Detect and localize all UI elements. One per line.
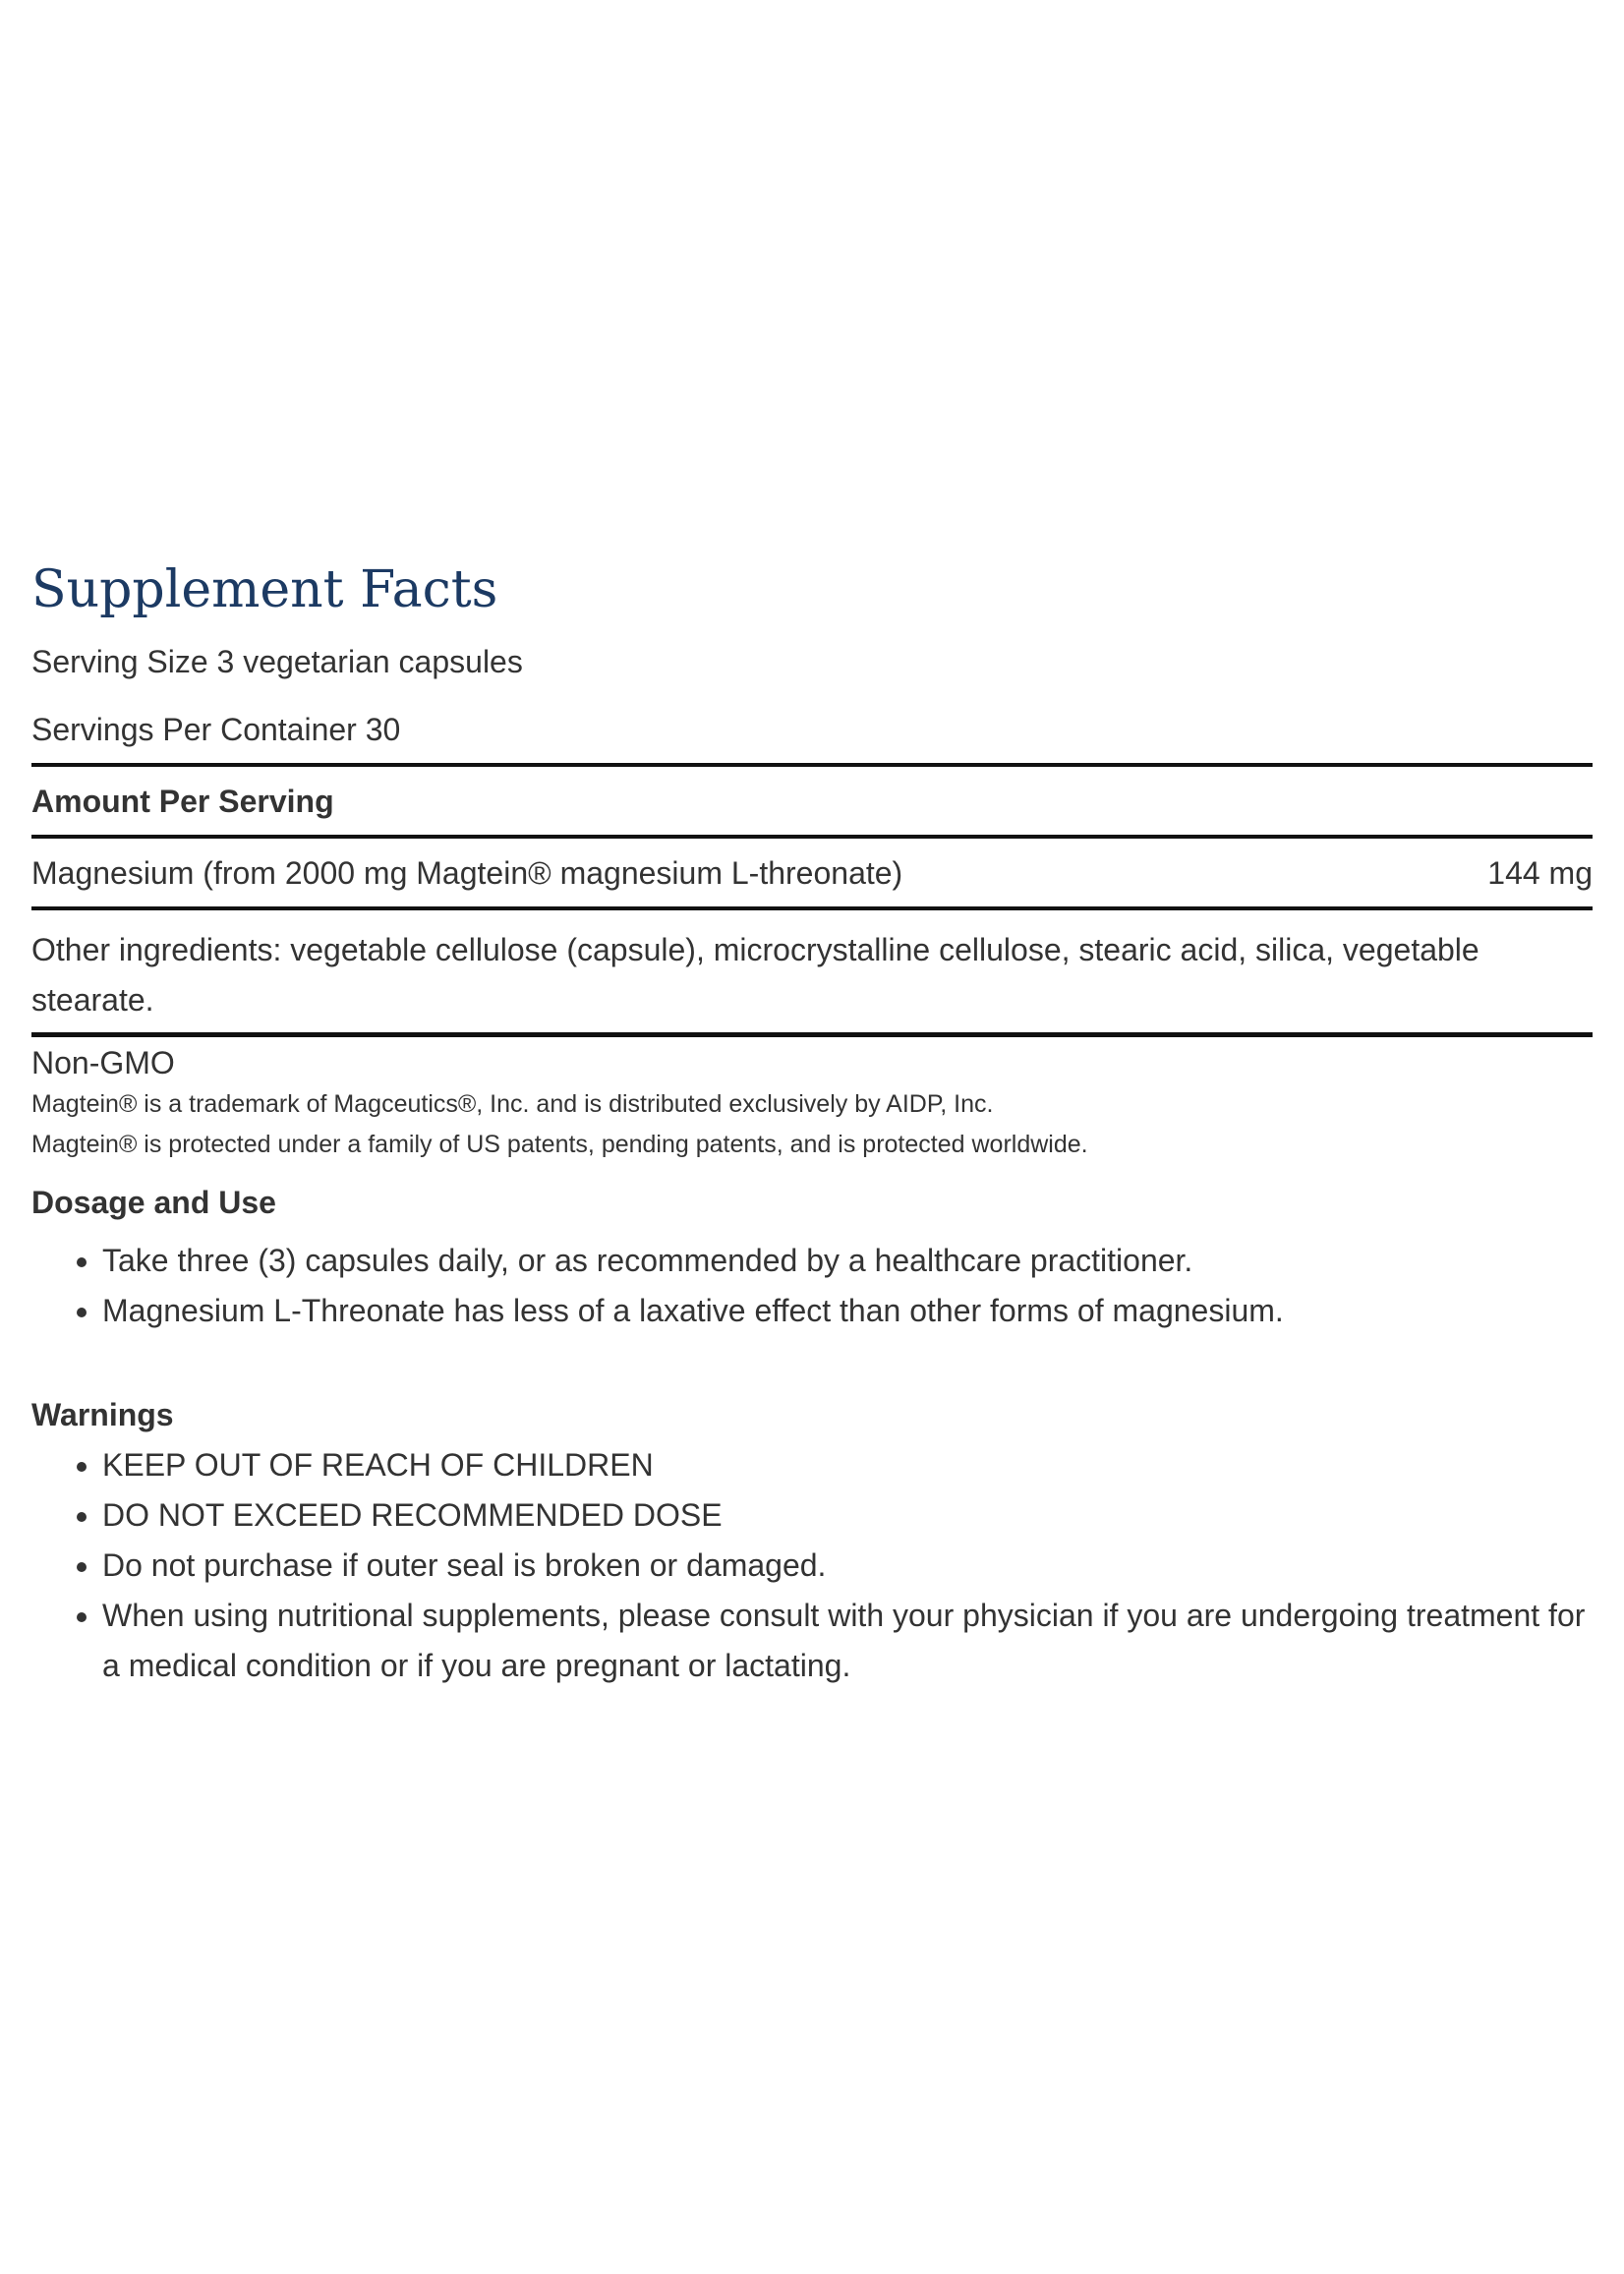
amount-per-serving-label: Amount Per Serving (31, 784, 334, 819)
warnings-list (31, 1440, 1593, 1691)
page-title: Supplement Facts (31, 560, 498, 619)
list-item: • Magnesium L-Threonate has less of a laxative effect than other forms of magnesium. (102, 1286, 1593, 1336)
non-gmo-label: Non-GMO (31, 1045, 175, 1080)
patent-note: Magtein® is protected under a family of US patents, pending patents, and is protected worldwide. (31, 1131, 1088, 1158)
supplement-facts-panel (31, 551, 1593, 1691)
list-item: • DO NOT EXCEED RECOMMENDED DOSE (102, 1490, 1593, 1541)
divider (31, 763, 1593, 767)
servings-per-container: Servings Per Container 30 (31, 712, 401, 747)
divider (31, 835, 1593, 839)
warnings-heading: Warnings (31, 1397, 174, 1432)
serving-size: Serving Size 3 vegetarian capsules (31, 644, 523, 679)
nutrient-amount: 144 mg (1487, 855, 1593, 891)
dosage-list (31, 1236, 1593, 1336)
dosage-heading: Dosage and Use (31, 1185, 276, 1220)
list-item: • Do not purchase if outer seal is broken or damaged. (102, 1541, 1593, 1591)
nutrient-row (31, 853, 1593, 893)
list-item: • Take three (3) capsules daily, or as recommended by a healthcare practitioner. (102, 1236, 1593, 1286)
other-ingredients: Other ingredients: vegetable cellulose (capsule), microcrystalline cellulose, stearic acid, silica, vegetable stearate. (31, 932, 1479, 1018)
divider (31, 906, 1593, 910)
nutrient-name: Magnesium (from 2000 mg Magtein® magnesium L-threonate) (31, 855, 903, 891)
list-item: • KEEP OUT OF REACH OF CHILDREN (102, 1440, 1593, 1490)
list-item: • When using nutritional supplements, please consult with your physician if you are undergoing treatment for a medical condition or if you are pregnant or lactating. (102, 1591, 1593, 1691)
trademark-note: Magtein® is a trademark of Magceutics®, Inc. and is distributed exclusively by AIDP, Inc. (31, 1090, 994, 1118)
divider (31, 1032, 1593, 1037)
